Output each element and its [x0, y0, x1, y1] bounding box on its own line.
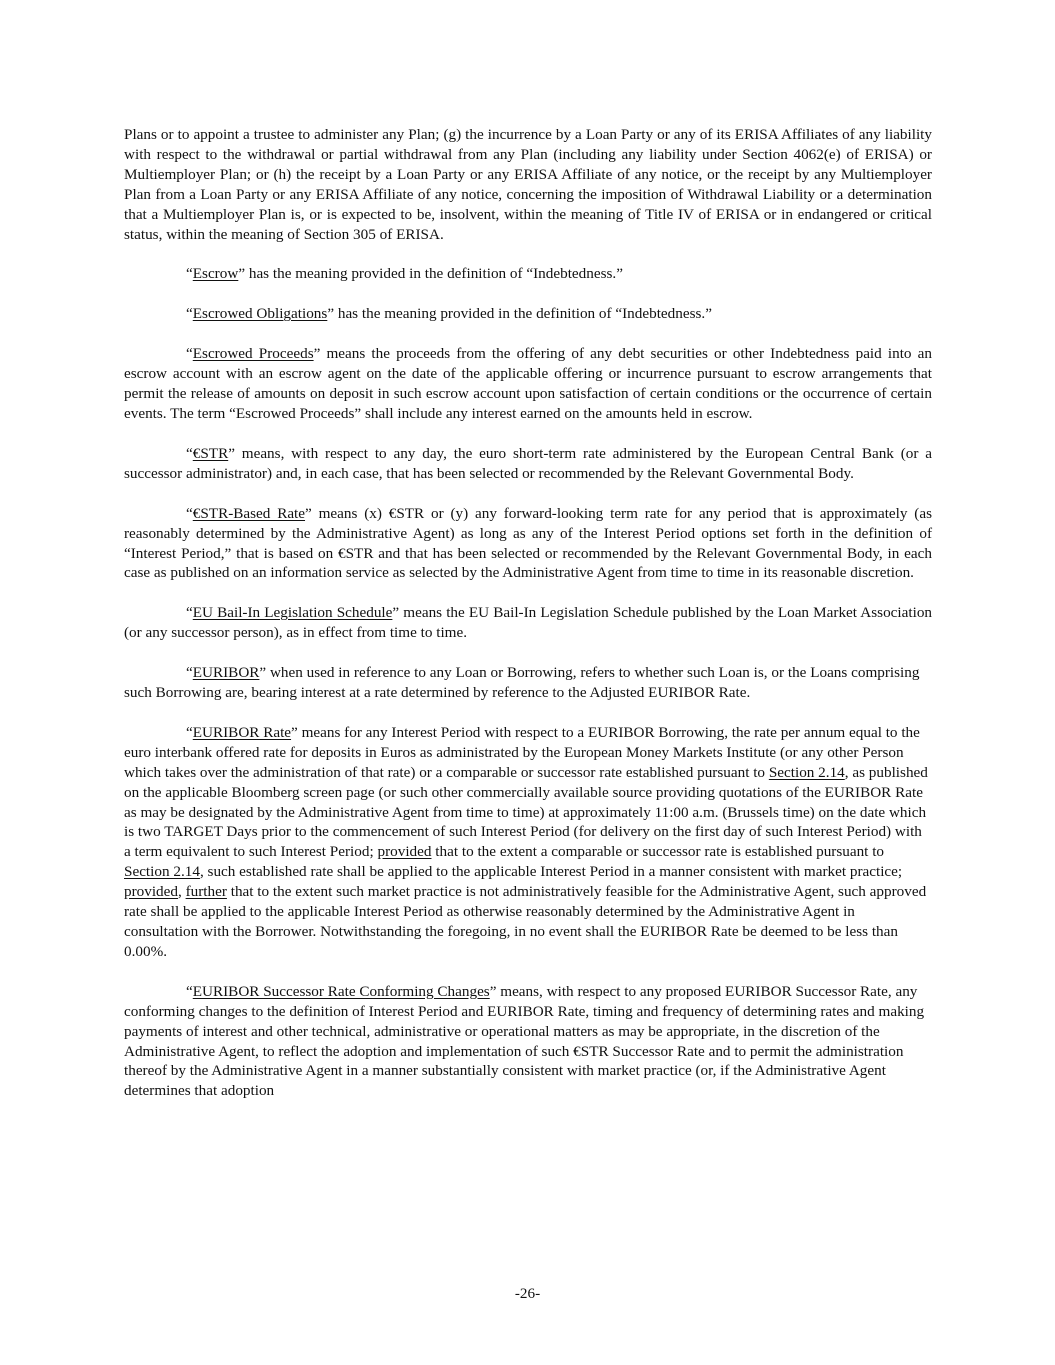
- definition-eu-bail-in-schedule: “EU Bail-In Legislation Schedule” means the EU Bail-In Legislation Schedule published by the Loan Market Association (or any successor person), as in effect from time to time.: [124, 604, 933, 642]
- definition-escrow: “Escrow” has the meaning provided in the definition of “Indebtedness.”: [186, 265, 623, 283]
- definition-escrowed-proceeds: “Escrowed Proceeds” means the proceeds from the offering of any debt securities or other Indebtedness paid into an escrow account with an escrow agent on the date of the applicable offering or incurrence pursuant to escrow arrangements that permit the release of amounts on deposit in such escrow account upon satisfaction of certain conditions or the occurrence of certain events. The term “Escrowed Proceeds” shall include any interest earned on the amounts held in escrow.: [124, 345, 932, 422]
- defined-term: Escrow: [192, 265, 239, 283]
- paragraph-erisa-continuation: Plans or to appoint a trustee to administer any Plan; (g) the incurrence by a Loan Party or any of its ERISA Affiliates of any liability with respect to the withdrawal or partial withdrawal from any Plan (including any liability under Section 4062(e) of ERISA) or Multiemployer Plan; or (h) the receipt by a Loan Party or any ERISA Affiliate of any notice, or the receipt by any Multiemployer Plan from a Loan Party or any ERISA Affiliate of any notice, concerning the imposition of Withdrawal Liability or a determination that a Multiemployer Plan is, or is expected to be, insolvent, within the meaning of Title IV of ERISA or in endangered or critical status, within the meaning of Section 305 of ERISA.: [124, 126, 932, 243]
- defined-term: Escrowed Proceeds: [192, 345, 314, 363]
- defined-term: EURIBOR Rate: [192, 723, 292, 741]
- document-page: [124, 125, 932, 1121]
- defined-term: Escrowed Obligations: [192, 305, 328, 323]
- proviso-term: provided: [377, 843, 432, 861]
- proviso-term: further: [185, 883, 227, 901]
- definition-estr-based-rate: “€STR-Based Rate” means (x) €STR or (y) any forward-looking term rate for any period that is approximately (as reasonably determined by the Administrative Agent) as long as any of the Interest Period options set forth in the definition of “Interest Period,” that is based on €STR and that has been selected or recommended by the Relevant Governmental Body, in each case as published on an information service as selected by the Administrative Agent from time to time in its reasonable discretion.: [124, 504, 932, 582]
- defined-term: EURIBOR: [192, 664, 260, 682]
- section-reference: Section 2.14: [768, 763, 845, 781]
- defined-term: EU Bail-In Legislation Schedule: [192, 604, 393, 622]
- definition-euribor: “EURIBOR” when used in reference to any Loan or Borrowing, refers to whether such Loan is, or the Loans comprising such Borrowing are, bearing interest at a rate determined by reference to the Adjusted EURIBOR Rate.: [124, 664, 920, 702]
- definition-estr: “€STR” means, with respect to any day, the euro short-term rate administered by the European Central Bank (or a successor administrator) and, in each case, that has been selected or recommended by the Relevant Governmental Body.: [124, 444, 932, 482]
- defined-term: EURIBOR Successor Rate Conforming Changes: [192, 982, 490, 1000]
- defined-term: €STR-Based Rate: [192, 504, 306, 522]
- definition-escrowed-obligations: “Escrowed Obligations” has the meaning provided in the definition of “Indebtedness.”: [186, 305, 712, 323]
- definition-euribor-rate: “EURIBOR Rate” means for any Interest Period with respect to a EURIBOR Borrowing, the rate per annum equal to the euro interbank offered rate for deposits in Euros as administrated by the European Money Markets Institute (or any other Person which takes over the administration of that rate) or a comparable or successor rate established pursuant to Section 2.14, as published on the applicable Bloomberg screen page (or such other commercially available source providing quotations of the EURIBOR Rate as may be designated by the Administrative Agent from time to time) at approximately 11:00 a.m. (Brussels time) on the date which is two TARGET Days prior to the commencement of such Interest Period (for delivery on the first day of such Interest Period) with a term equivalent to such Interest Period; provided that to the extent a comparable or successor rate is established pursuant to Section 2.14, such established rate shall be applied to the applicable Interest Period in a manner consistent with market practice; provided, further that to the extent such market practice is not administratively feasible for the Administrative Agent, such approved rate shall be applied to the applicable Interest Period as otherwise reasonably determined by the Administrative Agent in consultation with the Borrower. Notwithstanding the foregoing, in no event shall the EURIBOR Rate be deemed to be less than 0.00%.: [124, 723, 928, 960]
- definition-euribor-successor-rate-conforming-changes: “EURIBOR Successor Rate Conforming Changes” means, with respect to any proposed EURIBOR Successor Rate, any conforming changes to the definition of Interest Period and EURIBOR Rate, timing and frequency of determining rates and making payments of interest and other technical, administrative or operational matters as may be appropriate, in the discretion of the Administrative Agent, to reflect the adoption and implementation of such €STR Successor Rate and to permit the administration thereof by the Administrative Agent in a manner substantially consistent with market practice (or, if the Administrative Agent determines that adoption: [124, 982, 925, 1100]
- proviso-term: provided: [124, 883, 178, 901]
- defined-term: €STR: [192, 444, 229, 462]
- section-reference: Section 2.14: [124, 863, 200, 881]
- page-number: -26-: [514, 1285, 541, 1302]
